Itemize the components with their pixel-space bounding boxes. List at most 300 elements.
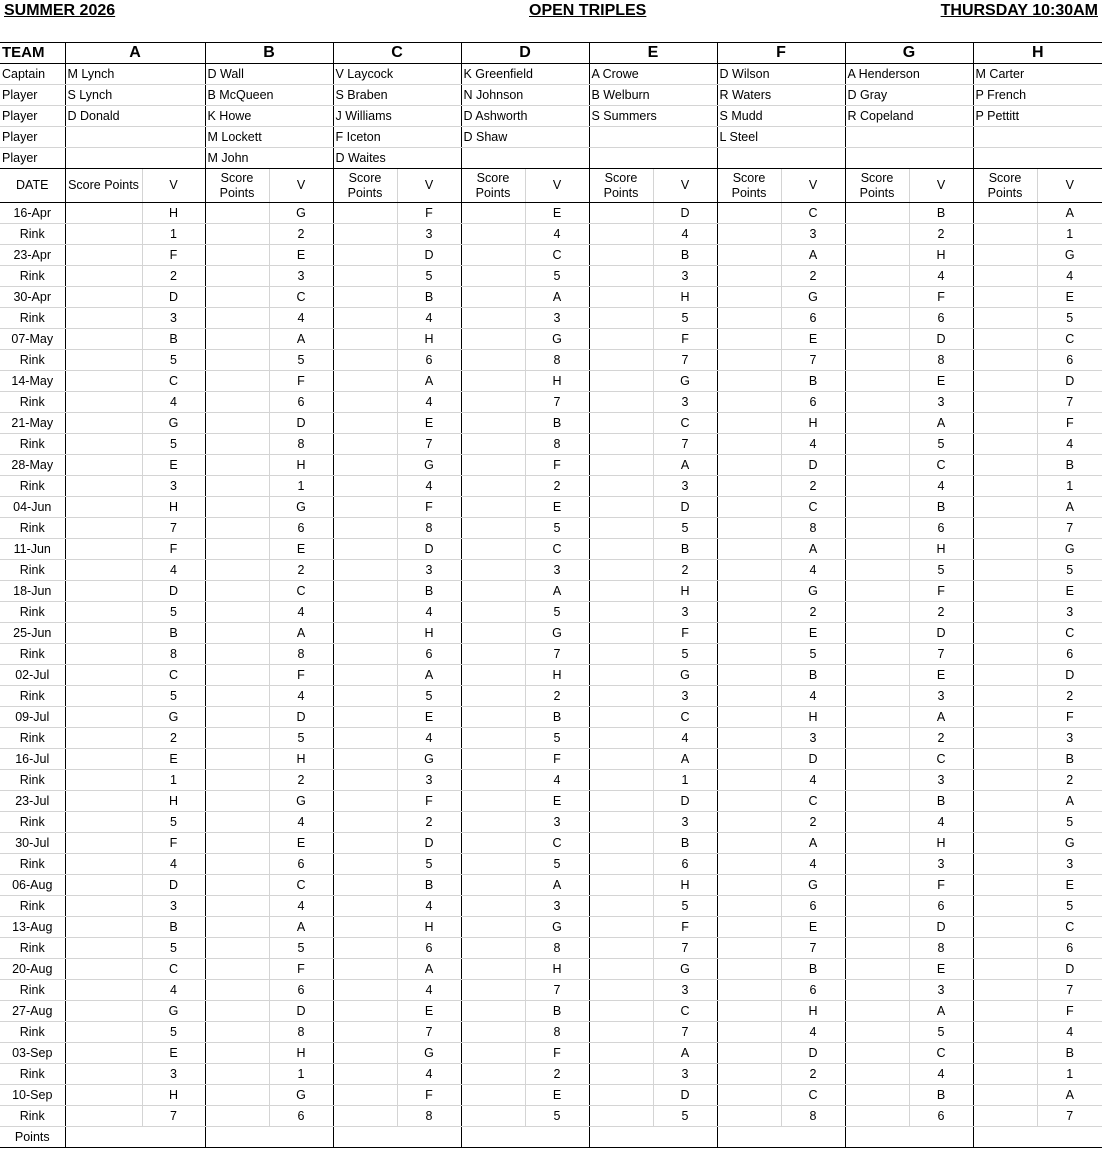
score-cell	[717, 833, 781, 854]
score-cell	[717, 308, 781, 329]
rink-cell: 7	[653, 434, 717, 455]
rink-label: Rink	[0, 476, 65, 497]
opponent-cell: A	[397, 959, 461, 980]
player-name: D Waites	[333, 148, 461, 169]
score-cell	[205, 224, 269, 245]
rink-cell: 5	[1037, 560, 1102, 581]
score-cell	[461, 476, 525, 497]
opponent-cell: G	[142, 707, 205, 728]
opponent-cell: G	[397, 749, 461, 770]
rink-label: Rink	[0, 896, 65, 917]
rink-cell: 6	[1037, 938, 1102, 959]
rink-cell: 8	[142, 644, 205, 665]
score-cell	[65, 518, 142, 539]
score-points-header: Score Points	[589, 169, 653, 203]
rink-label: Rink	[0, 602, 65, 623]
score-cell	[717, 854, 781, 875]
rink-row	[0, 896, 1102, 917]
rink-label: Rink	[0, 266, 65, 287]
player-name: D Gray	[845, 85, 973, 106]
rink-label: Rink	[0, 1022, 65, 1043]
score-cell	[589, 980, 653, 1001]
score-cell	[461, 728, 525, 749]
opponent-cell: E	[909, 665, 973, 686]
score-cell	[845, 980, 909, 1001]
player-name: D Donald	[65, 106, 205, 127]
opponent-cell: H	[142, 1085, 205, 1106]
rink-cell: 3	[142, 1064, 205, 1085]
rink-cell: 8	[397, 1106, 461, 1127]
score-cell	[205, 308, 269, 329]
opponent-cell: A	[909, 1001, 973, 1022]
team-header-f: F	[717, 43, 845, 64]
opponent-cell: G	[653, 959, 717, 980]
opponent-cell: B	[909, 1085, 973, 1106]
team-header-row	[0, 43, 1102, 64]
player-name: S Lynch	[65, 85, 205, 106]
score-cell	[333, 917, 397, 938]
score-cell	[333, 959, 397, 980]
rink-cell: 4	[397, 980, 461, 1001]
rink-label: Rink	[0, 224, 65, 245]
score-cell	[333, 854, 397, 875]
fixture-row	[0, 413, 1102, 434]
rink-label: Rink	[0, 938, 65, 959]
score-cell	[205, 1022, 269, 1043]
opponent-cell: F	[909, 581, 973, 602]
score-cell	[461, 455, 525, 476]
score-cell	[461, 1001, 525, 1022]
score-cell	[65, 686, 142, 707]
opponent-cell: H	[653, 875, 717, 896]
rink-label: Rink	[0, 812, 65, 833]
score-cell	[845, 203, 909, 224]
score-cell	[589, 329, 653, 350]
opponent-cell: H	[909, 539, 973, 560]
score-cell	[65, 476, 142, 497]
score-cell	[333, 1064, 397, 1085]
opponent-cell: A	[653, 1043, 717, 1064]
rink-cell: 2	[397, 812, 461, 833]
opponent-cell: D	[269, 1001, 333, 1022]
score-cell	[973, 749, 1037, 770]
fixture-date: 02-Jul	[0, 665, 65, 686]
score-cell	[333, 644, 397, 665]
score-cell	[205, 266, 269, 287]
score-cell	[205, 539, 269, 560]
score-cell	[589, 224, 653, 245]
rink-row	[0, 518, 1102, 539]
rink-cell: 7	[781, 938, 845, 959]
rink-cell: 7	[525, 644, 589, 665]
player-name	[589, 127, 717, 148]
rink-cell: 4	[1037, 1022, 1102, 1043]
rink-cell: 4	[525, 770, 589, 791]
opponent-cell: F	[142, 833, 205, 854]
rink-cell: 4	[397, 308, 461, 329]
score-cell	[717, 1022, 781, 1043]
score-cell	[717, 728, 781, 749]
roster-row	[0, 106, 1102, 127]
score-cell	[333, 770, 397, 791]
rink-cell: 8	[909, 350, 973, 371]
score-points-header: Score Points	[717, 169, 781, 203]
rink-cell: 7	[653, 350, 717, 371]
score-cell	[717, 497, 781, 518]
player-name	[461, 148, 589, 169]
team-header-h: H	[973, 43, 1102, 64]
team-header-b: B	[205, 43, 333, 64]
score-cell	[205, 770, 269, 791]
score-cell	[333, 1043, 397, 1064]
opponent-cell: F	[1037, 707, 1102, 728]
fixture-date: 09-Jul	[0, 707, 65, 728]
fixture-row	[0, 833, 1102, 854]
score-cell	[205, 896, 269, 917]
rink-cell: 5	[142, 602, 205, 623]
rink-row	[0, 476, 1102, 497]
opponent-cell: D	[781, 749, 845, 770]
rink-label: Rink	[0, 1064, 65, 1085]
rink-cell: 6	[1037, 644, 1102, 665]
rink-cell: 5	[525, 266, 589, 287]
score-cell	[461, 497, 525, 518]
opponent-cell: B	[1037, 749, 1102, 770]
fixture-row	[0, 539, 1102, 560]
score-cell	[65, 854, 142, 875]
opponent-cell: D	[397, 539, 461, 560]
player-name: B McQueen	[205, 85, 333, 106]
opponent-cell: B	[909, 791, 973, 812]
roster-role-label: Player	[0, 106, 65, 127]
rink-cell: 8	[525, 350, 589, 371]
opponent-cell: G	[525, 917, 589, 938]
rink-label: Rink	[0, 434, 65, 455]
score-cell	[65, 707, 142, 728]
fixture-date: 13-Aug	[0, 917, 65, 938]
score-cell	[973, 539, 1037, 560]
opponent-cell: G	[525, 329, 589, 350]
score-cell	[65, 917, 142, 938]
rink-row	[0, 854, 1102, 875]
opponent-cell: H	[909, 833, 973, 854]
rink-cell: 3	[142, 308, 205, 329]
score-cell	[461, 308, 525, 329]
score-cell	[717, 1064, 781, 1085]
rink-label: Rink	[0, 854, 65, 875]
rink-cell: 4	[397, 896, 461, 917]
score-cell	[973, 770, 1037, 791]
player-name	[589, 148, 717, 169]
opponent-cell: B	[525, 707, 589, 728]
rink-cell: 4	[269, 812, 333, 833]
score-cell	[845, 455, 909, 476]
roster-role-label: Captain	[0, 64, 65, 85]
fixture-date: 10-Sep	[0, 1085, 65, 1106]
score-cell	[333, 434, 397, 455]
score-cell	[461, 959, 525, 980]
opponent-cell: A	[653, 455, 717, 476]
rink-cell: 7	[1037, 1106, 1102, 1127]
score-cell	[333, 749, 397, 770]
rink-cell: 4	[1037, 434, 1102, 455]
score-cell	[205, 854, 269, 875]
fixture-grid	[0, 42, 1102, 1148]
score-cell	[589, 1043, 653, 1064]
opponent-cell: C	[781, 203, 845, 224]
score-cell	[205, 392, 269, 413]
player-name: D Ashworth	[461, 106, 589, 127]
rink-cell: 6	[1037, 350, 1102, 371]
rink-cell: 6	[781, 392, 845, 413]
rink-cell: 7	[142, 1106, 205, 1127]
rink-cell: 7	[1037, 392, 1102, 413]
fixture-row	[0, 959, 1102, 980]
score-cell	[845, 497, 909, 518]
opponent-cell: F	[269, 959, 333, 980]
rink-cell: 1	[1037, 1064, 1102, 1085]
opponent-cell: C	[781, 791, 845, 812]
rink-row	[0, 938, 1102, 959]
rink-cell: 4	[397, 1064, 461, 1085]
rink-cell: 5	[525, 1106, 589, 1127]
rink-cell: 3	[142, 476, 205, 497]
score-cell	[973, 224, 1037, 245]
score-cell	[333, 1022, 397, 1043]
fixture-date: 16-Jul	[0, 749, 65, 770]
score-cell	[65, 350, 142, 371]
opponent-cell: E	[781, 917, 845, 938]
score-cell	[461, 245, 525, 266]
opponent-cell: D	[269, 707, 333, 728]
score-cell	[205, 1064, 269, 1085]
score-cell	[717, 455, 781, 476]
score-cell	[65, 959, 142, 980]
rink-cell: 3	[653, 1064, 717, 1085]
opponent-cell: H	[781, 1001, 845, 1022]
score-cell	[717, 1106, 781, 1127]
rink-cell: 4	[269, 896, 333, 917]
score-cell	[205, 812, 269, 833]
player-name: D Wall	[205, 64, 333, 85]
rink-cell: 4	[653, 728, 717, 749]
player-name: M Lockett	[205, 127, 333, 148]
points-total-c	[333, 1127, 461, 1148]
score-cell	[717, 812, 781, 833]
score-cell	[589, 791, 653, 812]
score-cell	[717, 917, 781, 938]
score-header-row	[0, 169, 1102, 203]
opponent-cell: B	[397, 875, 461, 896]
opponent-cell: D	[653, 203, 717, 224]
opponent-cell: B	[653, 245, 717, 266]
rink-cell: 3	[397, 770, 461, 791]
score-cell	[973, 1085, 1037, 1106]
score-cell	[333, 938, 397, 959]
fixture-row	[0, 1043, 1102, 1064]
fixture-row	[0, 665, 1102, 686]
player-name	[65, 148, 205, 169]
points-total-e	[589, 1127, 717, 1148]
fixture-date: 18-Jun	[0, 581, 65, 602]
rink-row	[0, 308, 1102, 329]
fixture-date: 06-Aug	[0, 875, 65, 896]
player-name: K Howe	[205, 106, 333, 127]
score-cell	[845, 959, 909, 980]
player-name: P French	[973, 85, 1102, 106]
score-cell	[973, 623, 1037, 644]
rink-cell: 5	[1037, 812, 1102, 833]
rink-cell: 3	[781, 728, 845, 749]
rink-cell: 3	[909, 770, 973, 791]
score-cell	[205, 413, 269, 434]
opponent-cell: F	[909, 875, 973, 896]
score-cell	[65, 266, 142, 287]
rink-cell: 4	[653, 224, 717, 245]
rink-cell: 2	[781, 476, 845, 497]
score-cell	[65, 791, 142, 812]
opponent-cell: D	[397, 833, 461, 854]
score-cell	[461, 917, 525, 938]
score-cell	[205, 1001, 269, 1022]
rink-cell: 3	[909, 392, 973, 413]
score-cell	[717, 371, 781, 392]
fixture-row	[0, 245, 1102, 266]
rink-cell: 5	[781, 644, 845, 665]
opponent-cell: C	[1037, 623, 1102, 644]
score-cell	[461, 1085, 525, 1106]
score-cell	[65, 413, 142, 434]
rink-row	[0, 770, 1102, 791]
score-cell	[205, 644, 269, 665]
score-cell	[333, 476, 397, 497]
opponent-cell: C	[653, 413, 717, 434]
player-name: B Welburn	[589, 85, 717, 106]
score-cell	[333, 791, 397, 812]
rink-row	[0, 224, 1102, 245]
fixture-row	[0, 455, 1102, 476]
rink-cell: 3	[142, 896, 205, 917]
opponent-cell: D	[142, 581, 205, 602]
rink-cell: 4	[397, 602, 461, 623]
opponent-cell: H	[269, 1043, 333, 1064]
rink-cell: 3	[781, 224, 845, 245]
score-cell	[973, 581, 1037, 602]
roster-row	[0, 85, 1102, 106]
score-cell	[333, 308, 397, 329]
versus-header: V	[781, 169, 845, 203]
opponent-cell: F	[397, 203, 461, 224]
score-cell	[461, 1106, 525, 1127]
score-cell	[973, 1022, 1037, 1043]
score-cell	[973, 1106, 1037, 1127]
score-cell	[973, 476, 1037, 497]
rink-cell: 4	[909, 266, 973, 287]
fixture-date: 04-Jun	[0, 497, 65, 518]
player-name: M John	[205, 148, 333, 169]
opponent-cell: D	[781, 1043, 845, 1064]
opponent-cell: C	[269, 875, 333, 896]
score-cell	[333, 1085, 397, 1106]
score-cell	[461, 602, 525, 623]
fixture-row	[0, 371, 1102, 392]
score-points-header: Score Points	[205, 169, 269, 203]
points-total-b	[205, 1127, 333, 1148]
score-cell	[589, 707, 653, 728]
player-name	[717, 148, 845, 169]
score-points-header: Score Points	[845, 169, 909, 203]
score-cell	[461, 1022, 525, 1043]
opponent-cell: C	[525, 245, 589, 266]
team-header-a: A	[65, 43, 205, 64]
opponent-cell: E	[397, 707, 461, 728]
score-cell	[717, 686, 781, 707]
rink-cell: 4	[142, 854, 205, 875]
rink-cell: 1	[653, 770, 717, 791]
score-cell	[973, 350, 1037, 371]
score-cell	[973, 392, 1037, 413]
score-cell	[973, 833, 1037, 854]
team-header-d: D	[461, 43, 589, 64]
opponent-cell: G	[525, 623, 589, 644]
versus-header: V	[1037, 169, 1102, 203]
rink-cell: 7	[397, 1022, 461, 1043]
rink-label: Rink	[0, 560, 65, 581]
score-cell	[205, 791, 269, 812]
player-name: P Pettitt	[973, 106, 1102, 127]
score-cell	[65, 812, 142, 833]
opponent-cell: C	[142, 959, 205, 980]
score-cell	[589, 371, 653, 392]
score-cell	[333, 812, 397, 833]
rink-cell: 5	[525, 854, 589, 875]
player-name: A Crowe	[589, 64, 717, 85]
score-cell	[717, 665, 781, 686]
opponent-cell: D	[909, 917, 973, 938]
score-cell	[461, 1064, 525, 1085]
rink-label: Rink	[0, 980, 65, 1001]
score-cell	[845, 770, 909, 791]
rink-cell: 3	[525, 812, 589, 833]
score-cell	[845, 539, 909, 560]
score-cell	[65, 434, 142, 455]
rink-cell: 5	[909, 1022, 973, 1043]
opponent-cell: F	[142, 539, 205, 560]
points-total-d	[461, 1127, 589, 1148]
score-cell	[461, 707, 525, 728]
opponent-cell: E	[781, 329, 845, 350]
score-cell	[65, 833, 142, 854]
opponent-cell: D	[781, 455, 845, 476]
score-cell	[461, 938, 525, 959]
score-cell	[205, 602, 269, 623]
opponent-cell: A	[781, 245, 845, 266]
opponent-cell: H	[653, 581, 717, 602]
score-cell	[461, 875, 525, 896]
score-cell	[589, 959, 653, 980]
opponent-cell: B	[781, 665, 845, 686]
score-cell	[65, 1106, 142, 1127]
opponent-cell: E	[397, 1001, 461, 1022]
rink-cell: 8	[781, 1106, 845, 1127]
score-cell	[589, 518, 653, 539]
opponent-cell: B	[781, 371, 845, 392]
rink-cell: 3	[909, 980, 973, 1001]
score-cell	[333, 224, 397, 245]
rink-cell: 5	[269, 350, 333, 371]
score-cell	[333, 686, 397, 707]
opponent-cell: F	[525, 1043, 589, 1064]
